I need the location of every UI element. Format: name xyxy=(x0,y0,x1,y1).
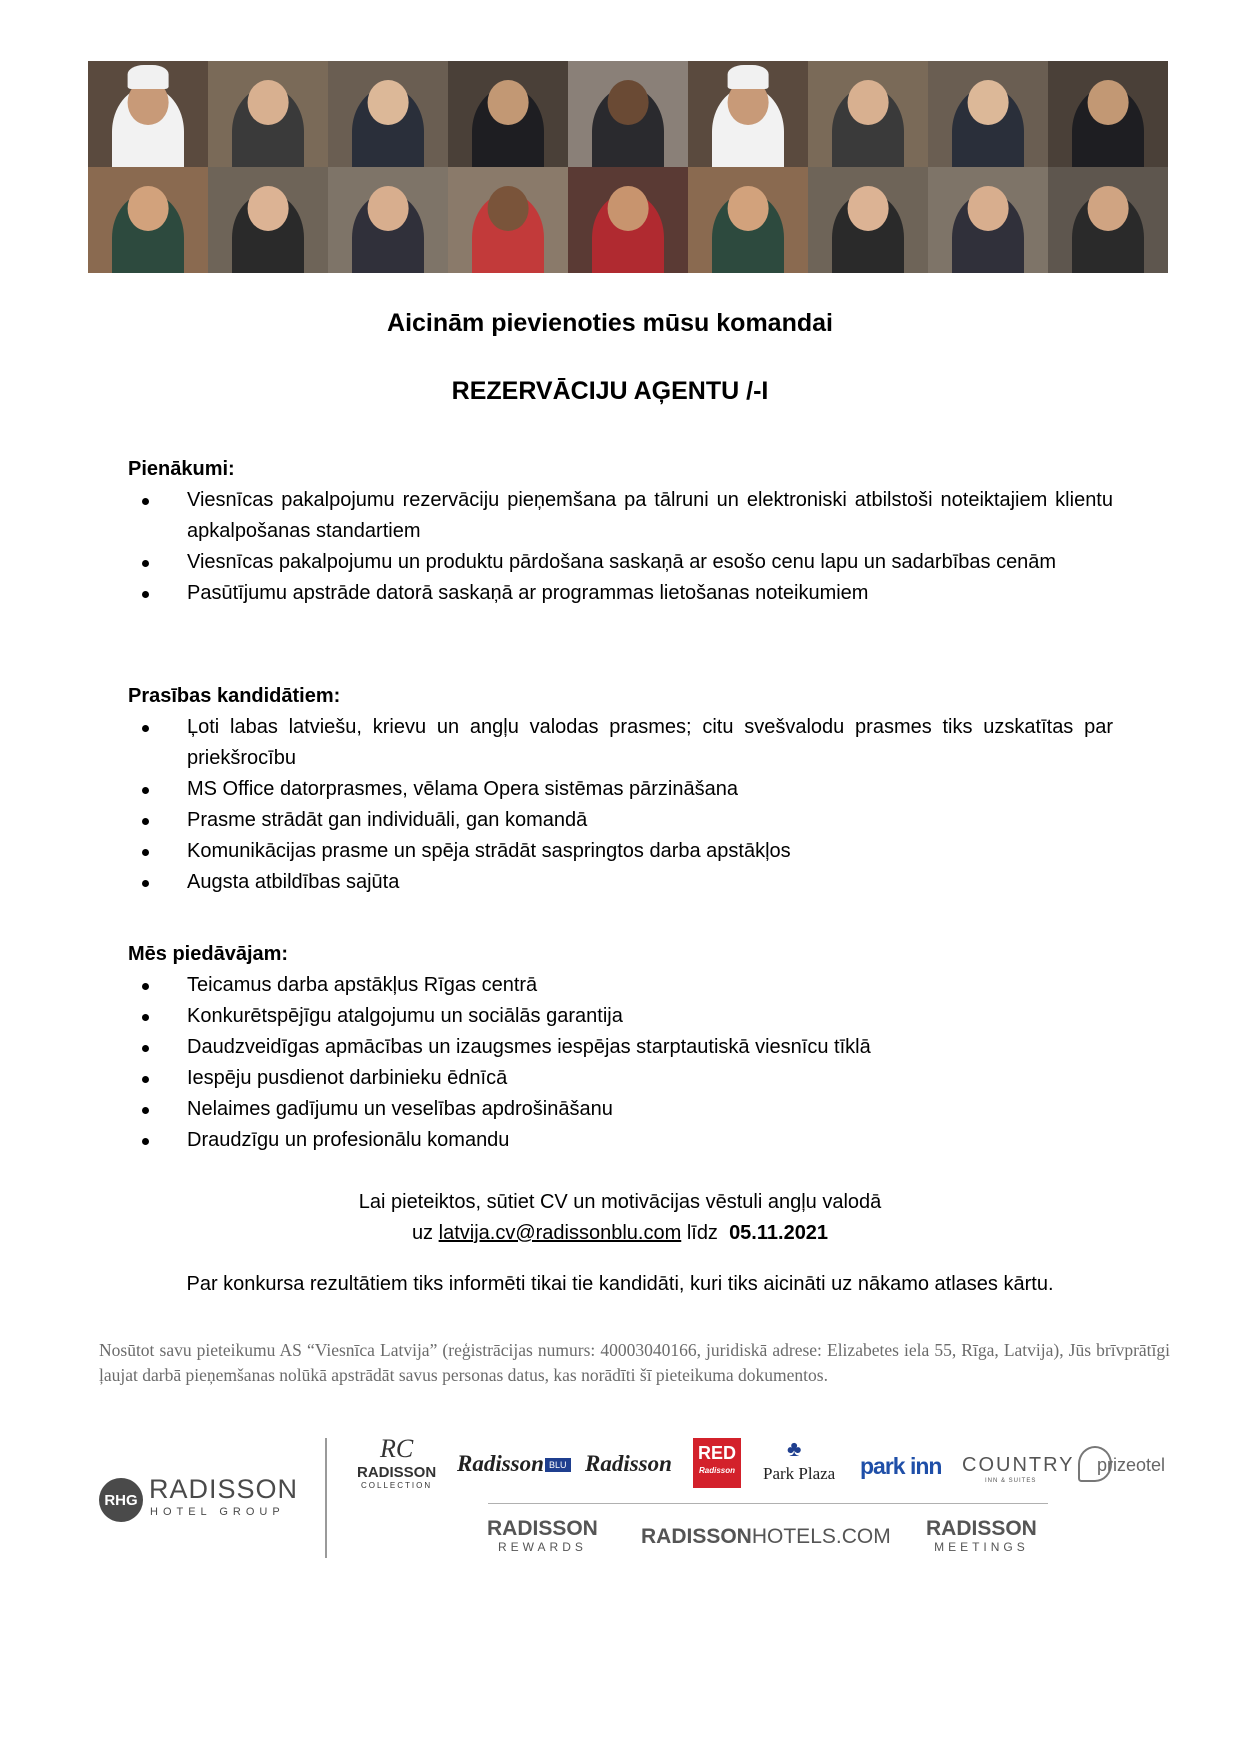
bullet-icon xyxy=(142,1138,149,1145)
bullet-icon xyxy=(142,498,149,505)
apply-contact-line: uz latvija.cv@radissonblu.com līdz 05.11.2021 xyxy=(411,1222,829,1244)
radisson-rewards-logo: RADISSON REWARDS xyxy=(487,1517,598,1554)
bullet-icon xyxy=(142,1076,149,1083)
photo-tile-staff xyxy=(928,167,1048,273)
list-item: Teicamus darba apstākļus Rīgas centrā xyxy=(128,970,1113,1001)
radisson-meetings-logo: RADISSON MEETINGS xyxy=(926,1517,1037,1554)
photo-tile-staff xyxy=(1048,61,1168,167)
country-inn-logo: COUNTRY xyxy=(962,1454,1075,1476)
radissonhotels-com-logo: RADISSONHOTELS.COM xyxy=(641,1525,891,1548)
photo-tile-staff xyxy=(328,167,448,273)
prizeotel-logo: prizeotel xyxy=(1097,1455,1166,1475)
park-plaza-mark-icon: ♣ xyxy=(787,1436,802,1461)
photo-tile-chef xyxy=(688,61,808,167)
bullet-icon xyxy=(142,787,149,794)
radisson-logo: Radisson xyxy=(585,1451,672,1476)
photo-tile-staff xyxy=(928,61,1048,167)
photo-tile-chef xyxy=(88,61,208,167)
position-heading: REZERVĀCIJU AĢENTU /-I xyxy=(451,377,769,405)
bullet-icon xyxy=(142,1045,149,1052)
bullet-icon xyxy=(142,818,149,825)
photo-tile-staff xyxy=(1048,167,1168,273)
photo-tile-staff xyxy=(568,61,688,167)
bullet-icon xyxy=(142,560,149,567)
photo-tile-staff xyxy=(688,167,808,273)
list-item: MS Office datorprasmes, vēlama Opera sistēmas pārzināšana xyxy=(128,774,1113,805)
list-item: Komunikācijas prasme un spēja strādāt saspringtos darba apstākļos xyxy=(128,836,1113,867)
photo-tile-staff xyxy=(568,167,688,273)
bullet-icon xyxy=(142,1107,149,1114)
photo-tile-staff xyxy=(88,167,208,273)
radisson-collection-logo: RADISSON COLLECTION xyxy=(357,1464,437,1490)
duties-list xyxy=(128,485,1113,609)
country-inn-sub: INN & SUITES xyxy=(985,1478,1037,1484)
bullet-icon xyxy=(142,849,149,856)
photo-tile-staff xyxy=(808,167,928,273)
requirements-section xyxy=(128,681,1113,898)
radisson-blu-tag: BLU xyxy=(545,1458,571,1472)
footer-divider-horizontal xyxy=(488,1503,1048,1504)
offer-list xyxy=(128,970,1113,1156)
requirements-title: Prasības kandidātiem: xyxy=(128,685,341,707)
list-item: Viesnīcas pakalpojumu rezervāciju pieņemšana pa tālruni un elektroniski atbilstoši noteiktajiem klientu apkalpošanas standartiem xyxy=(128,485,1113,547)
apply-line: Lai pieteiktos, sūtiet CV un motivācijas vēstuli angļu valodā xyxy=(358,1191,882,1213)
radisson-collection-mark-icon: RC xyxy=(380,1434,414,1463)
list-item: Prasme strādāt gan individuāli, gan komandā xyxy=(128,805,1113,836)
apply-instructions xyxy=(0,1187,1240,1249)
bullet-icon xyxy=(142,725,149,732)
hero-photo-collage xyxy=(88,61,1168,273)
photo-tile-staff xyxy=(448,61,568,167)
list-item: Pasūtījumu apstrāde datorā saskaņā ar programmas lietošanas noteikumiem xyxy=(128,578,1113,609)
list-item: Augsta atbildības sajūta xyxy=(128,867,1113,898)
list-item: Ļoti labas latviešu, krievu un angļu valodas prasmes; citu svešvalodu prasmes tiks uzskatītas par priekšrocību xyxy=(128,712,1113,774)
bullet-icon xyxy=(142,1014,149,1021)
footer-divider-vertical xyxy=(325,1438,327,1558)
duties-title: Pienākumi: xyxy=(128,458,235,480)
photo-tile-staff xyxy=(208,167,328,273)
selection-notice: Par konkursa rezultātiem tiks informēti tikai tie kandidāti, kuri tiks aicināti uz nākamo atlases kārtu. xyxy=(186,1273,1054,1295)
list-item: Daudzveidīgas apmācības un izaugsmes iespējas starptautiskā viesnīcu tīklā xyxy=(128,1032,1113,1063)
bullet-icon xyxy=(142,880,149,887)
radisson-red-logo: RED Radisson xyxy=(693,1438,741,1488)
list-item: Viesnīcas pakalpojumu un produktu pārdošana saskaņā ar esošo cenu lapu un sadarbības cenām xyxy=(128,547,1113,578)
email-link[interactable]: latvija.cv@radissonblu.com xyxy=(438,1222,682,1244)
radisson-hotel-group-logo: RHG RADISSON HOTEL GROUP xyxy=(99,1470,299,1524)
photo-tile-staff xyxy=(448,167,568,273)
gdpr-disclaimer: Nosūtot savu pieteikumu AS “Viesnīca Latvija” (reģistrācijas numurs: 40003040166, juridiskā adrese: Elizabetes iela 55, Rīga, Latvija), Jūs brīvprātīgi ļaujat darbā pieņemšanas nolūkā apstrādāt savus personas datus, kas norādīti šī pieteikuma dokumentos. xyxy=(99,1340,1170,1385)
deadline-date: 05.11.2021 xyxy=(729,1222,829,1244)
requirements-list xyxy=(128,712,1113,898)
photo-tile-staff xyxy=(208,61,328,167)
park-plaza-logo: Park Plaza xyxy=(763,1464,836,1483)
photo-tile-staff xyxy=(808,61,928,167)
offer-section xyxy=(128,939,1113,1156)
park-inn-logo: park inn xyxy=(860,1453,942,1479)
list-item: Nelaimes gadījumu un veselības apdrošināšanu xyxy=(128,1094,1113,1125)
bullet-icon xyxy=(142,591,149,598)
list-item: Iespēju pusdienot darbinieku ēdnīcā xyxy=(128,1063,1113,1094)
offer-title: Mēs piedāvājam: xyxy=(128,943,289,965)
radisson-blu-logo: Radisson xyxy=(457,1451,544,1476)
duties-section xyxy=(128,454,1113,609)
bullet-icon xyxy=(142,983,149,990)
list-item: Konkurētspējīgu atalgojumu un sociālās garantija xyxy=(128,1001,1113,1032)
photo-tile-staff xyxy=(328,61,448,167)
list-item: Draudzīgu un profesionālu komandu xyxy=(128,1125,1113,1156)
invite-heading: Aicinām pievienoties mūsu komandai xyxy=(387,309,833,337)
rhg-badge-icon: RHG xyxy=(99,1478,143,1522)
